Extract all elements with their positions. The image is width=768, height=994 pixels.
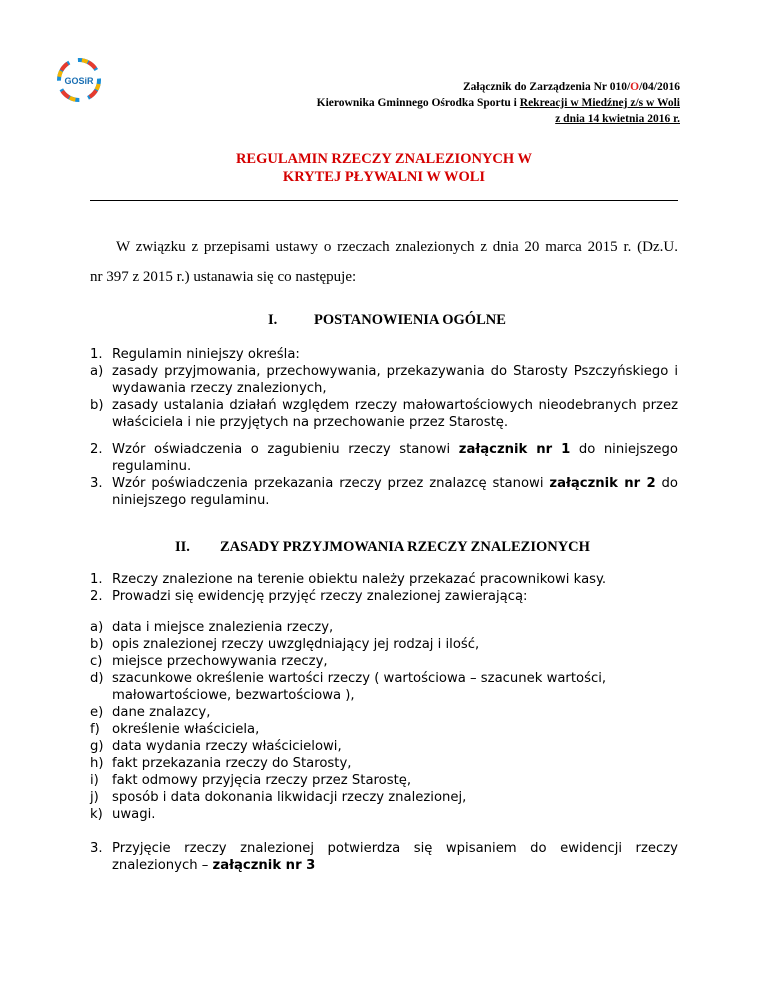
- section-2-list-k: k) uwagi.: [90, 807, 156, 822]
- section-2-item-1: 1. Rzeczy znalezione na terenie obiektu należy przekazać pracownikowi kasy.: [90, 572, 607, 587]
- section-2-item-3: 3. Przyjęcie rzeczy znalezionej potwierdza się wpisaniem do ewidencji rzeczy znalezionych – załącznik nr 3: [90, 841, 678, 873]
- section-2-list-i: i) fakt odmowy przyjęcia rzeczy przez Starostę,: [90, 773, 412, 788]
- intro-line-1: W związku z przepisami ustawy o rzeczach znalezionych z dnia 20 marca 2015 r. (Dz.U.: [116, 239, 678, 255]
- section-2-list-d: d) szacunkowe określenie wartości rzeczy ( wartościowa – szacunek wartości, małowartościowe, bezwartościowa ),: [90, 671, 607, 703]
- section-2-list-a: a) data i miejsce znalezienia rzeczy,: [90, 620, 334, 635]
- section-1-item-2: 2. Wzór oświadczenia o zagubieniu rzeczy stanowi załącznik nr 1 do niniejszego regulaminu.: [90, 442, 678, 474]
- section-2-list-c: c) miejsce przechowywania rzeczy,: [90, 654, 328, 669]
- section-2-number: II.: [175, 539, 190, 555]
- header-line-3: z dnia 14 kwietnia 2016 r.: [555, 113, 680, 125]
- header-line-2: Kierownika Gminnego Ośrodka Sportu i Rekreacji w Miedźnej z/s w Woli: [316, 97, 680, 109]
- document-title-line-2: KRYTEJ PŁYWALNI W WOLI: [282, 169, 486, 185]
- section-2-list-g: g) data wydania rzeczy właścicielowi,: [90, 739, 342, 754]
- section-2-list-f: f) określenie właściciela,: [90, 722, 260, 737]
- section-2-list-e: e) dane znalazcy,: [90, 705, 211, 720]
- section-1-item-3: 3. Wzór poświadczenia przekazania rzeczy przez znalazcę stanowi załącznik nr 2 do niniejszego regulaminu.: [90, 476, 678, 508]
- section-1-number: I.: [268, 312, 278, 328]
- section-1-item-a: a) zasady przyjmowania, przechowywania, przekazywania do Starosty Pszczyńskiego i wydawania rzeczy znalezionych,: [90, 364, 678, 396]
- title-divider: [90, 200, 678, 201]
- intro-line-2: nr 397 z 2015 r.) ustanawia się co następuje:: [90, 269, 357, 285]
- section-2-title: ZASADY PRZYJMOWANIA RZECZY ZNALEZIONYCH: [220, 539, 590, 555]
- section-2-list-h: h) fakt przekazania rzeczy do Starosty,: [90, 756, 352, 771]
- document-title-line-1: REGULAMIN RZECZY ZNALEZIONYCH W: [235, 151, 533, 167]
- header-line-1: Załącznik do Zarządzenia Nr 010/O/04/2016: [462, 81, 680, 93]
- section-2-list-j: j) sposób i data dokonania likwidacji rzeczy znalezionej,: [90, 790, 467, 805]
- section-2-item-2: 2. Prowadzi się ewidencję przyjęć rzeczy znalezionej zawierającą:: [90, 589, 528, 604]
- svg-text:GOSiR: GOSiR: [64, 76, 94, 86]
- gosir-logo: [57, 58, 101, 102]
- section-1-title: POSTANOWIENIA OGÓLNE: [314, 312, 506, 328]
- section-2-list-b: b) opis znalezionej rzeczy uwzględniający jej rodzaj i ilość,: [90, 637, 480, 652]
- section-1-item-b: b) zasady ustalania działań względem rzeczy małowartościowych nieodebranych przez właściciela i nie przyjętych na przechowanie przez Starostę.: [90, 398, 678, 430]
- section-1-item-1: 1. Regulamin niniejszy określa:: [90, 347, 300, 362]
